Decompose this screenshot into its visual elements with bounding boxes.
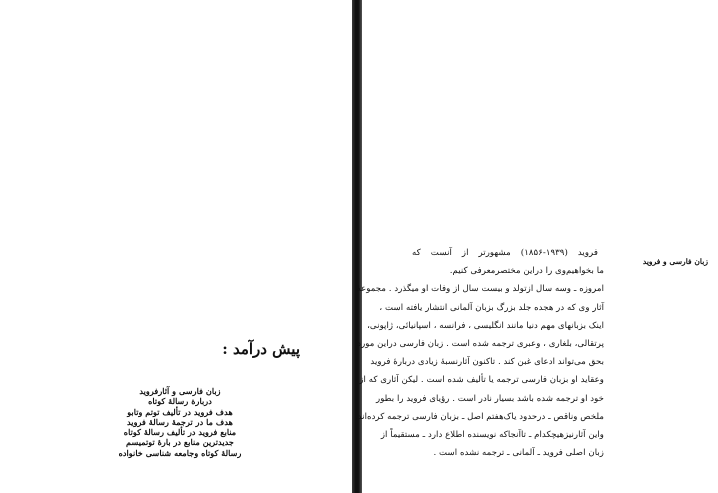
body-paragraph [354, 244, 604, 462]
text-line: وعقاید او بزبان فارسی ترجمه یا تألیف شده است . لیکن آثاری که از [359, 375, 604, 386]
chapter-contents-list [90, 386, 270, 458]
contents-item: منابع فروید در تألیف رسالهٔ کوتاه [123, 427, 237, 438]
text-line: فروید (۱۹۳۹-۱۸۵۶) مشهورتر از آنست که [412, 248, 598, 258]
running-head: زبان فارسی و فروید [642, 257, 708, 266]
contents-item: رسالهٔ کوتاه وجامعه شناسی خانواده [118, 447, 242, 458]
text-line: امروزه ـ وسه سال ازتولد و بیست سال از وفات او میگذرد . مجموعهٔ [356, 284, 604, 295]
text-line: آثار وی که در هجده جلد بزرگ بزبان آلمانی انتشار یافته است ، [379, 302, 604, 313]
contents-item: دربارة رسالهٔ کوتاه [148, 396, 212, 407]
text-line: پرتقالی، بلغاری ، وعبری ترجمه شده است . زبان فارسی دراین مورد [357, 338, 604, 349]
chapter-title: پیش درآمد : [222, 340, 300, 358]
text-line: واین آثارنیزهیچکدام ـ تاآنجاکه نویسنده اطلاع دارد ـ مستقیماً از [380, 429, 604, 440]
text-line: اینک بزبانهای مهم دنیا مانند انگلیسی ، فرانسه ، اسپانیائی، ژاپونی، [367, 320, 604, 331]
text-line: زبان اصلی فروید ـ آلمانی ـ ترجمه نشده است . [433, 448, 604, 459]
contents-item: زبان فارسی و آثارفروید [139, 386, 221, 396]
contents-item: هدف فروید در تألیف توتم وتابو [127, 406, 233, 417]
text-line: ملخص وناقص ـ درحدود یاک‌هفتم اصل ـ بزبان فارسی ترجمه کرده‌اند. [354, 411, 604, 422]
text-line: ما بخواهیم‌وی را دراین مختصرمعرفی کنیم. [449, 266, 604, 277]
contents-item: جدیدترین منابع در بارهٔ توتمیسم [126, 437, 234, 448]
text-line: خود او ترجمه شده باشد بسیار نادر است . رؤیای فروید را بطور [376, 393, 604, 404]
contents-item: هدف ما در ترجمهٔ رسالهٔ فروید [127, 416, 233, 427]
text-line: بحق می‌تواند ادعای غبن کند . تاکنون آثارنسبهٔ زیادی دربارهٔ فروید [370, 357, 604, 368]
